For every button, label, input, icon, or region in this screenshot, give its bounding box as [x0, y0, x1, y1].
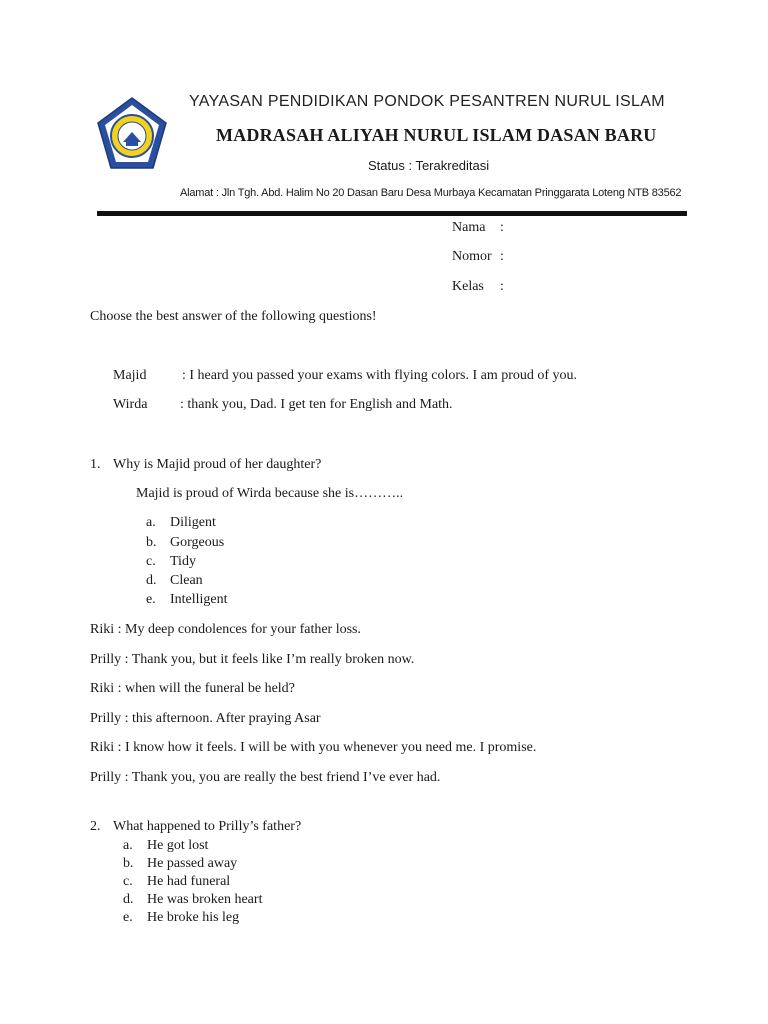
option-letter: e.: [146, 592, 156, 607]
instruction: Choose the best answer of the following questions!: [90, 309, 377, 324]
option-e[interactable]: [146, 592, 228, 608]
option-e[interactable]: [123, 910, 239, 926]
accreditation-status: Status : Terakreditasi: [368, 158, 490, 173]
field-separator: :: [500, 249, 504, 264]
question-number: 2.: [90, 819, 101, 834]
option-text: Diligent: [170, 515, 216, 530]
question-text: Why is Majid proud of her daughter?: [113, 457, 322, 472]
option-b[interactable]: [123, 856, 237, 872]
school-logo: [96, 96, 168, 172]
option-text: Clean: [170, 573, 203, 588]
option-letter: c.: [123, 874, 133, 889]
organization-name: YAYASAN PENDIDIKAN PONDOK PESANTREN NURUL ISLAM: [189, 93, 665, 110]
dialog-line: Riki : when will the funeral be held?: [90, 681, 295, 696]
dialog-line: Riki : I know how it feels. I will be with you whenever you need me. I promise.: [90, 740, 537, 755]
option-letter: a.: [123, 838, 133, 853]
option-letter: c.: [146, 554, 156, 569]
speaker-name: Majid: [113, 368, 147, 383]
option-d[interactable]: [123, 892, 262, 908]
option-c[interactable]: [123, 874, 230, 890]
field-separator: :: [500, 220, 504, 235]
question-2: [90, 819, 301, 835]
speaker-name: Wirda: [113, 397, 148, 412]
option-text: Gorgeous: [170, 535, 225, 550]
dialog-line: Prilly : Thank you, but it feels like I’m really broken now.: [90, 652, 415, 667]
option-c[interactable]: [146, 554, 196, 570]
dialog-line: Prilly : this afternoon. After praying Asar: [90, 711, 321, 726]
school-name: MADRASAH ALIYAH NURUL ISLAM DASAN BARU: [216, 125, 657, 145]
field-nomor: [452, 249, 504, 265]
header-divider: [97, 211, 687, 216]
field-separator: :: [500, 279, 504, 294]
option-text: He broke his leg: [147, 910, 240, 925]
option-text: He had funeral: [147, 874, 231, 889]
question-number: 1.: [90, 457, 101, 472]
question-text: What happened to Prilly’s father?: [113, 819, 302, 834]
option-letter: b.: [123, 856, 134, 871]
option-letter: d.: [146, 573, 157, 588]
dialog-text: : thank you, Dad. I get ten for English and Math.: [180, 397, 453, 412]
option-letter: b.: [146, 535, 157, 550]
school-address: Alamat : Jln Tgh. Abd. Halim No 20 Dasan Baru Desa Murbaya Kecamatan Pringgarata Loteng NTB 83562: [180, 187, 682, 199]
field-label: Nama: [452, 220, 486, 235]
field-kelas: [452, 279, 504, 295]
dialog-line: [113, 397, 453, 413]
option-text: Intelligent: [170, 592, 228, 607]
question-1: [90, 457, 321, 473]
field-nama: [452, 220, 504, 236]
option-text: He passed away: [147, 856, 238, 871]
option-text: He was broken heart: [147, 892, 263, 907]
option-a[interactable]: [146, 515, 216, 531]
question-stem: Majid is proud of Wirda because she is………..: [136, 486, 404, 501]
option-text: He got lost: [147, 838, 209, 853]
option-text: Tidy: [170, 554, 196, 569]
option-a[interactable]: [123, 838, 208, 854]
option-letter: e.: [123, 910, 133, 925]
dialog-line: Prilly : Thank you, you are really the best friend I’ve ever had.: [90, 770, 441, 785]
option-letter: d.: [123, 892, 134, 907]
dialog-line: Riki : My deep condolences for your father loss.: [90, 622, 361, 637]
dialog-text: : I heard you passed your exams with flying colors. I am proud of you.: [182, 368, 578, 383]
option-letter: a.: [146, 515, 156, 530]
dialog-line: [113, 368, 577, 384]
option-d[interactable]: [146, 573, 203, 589]
option-b[interactable]: [146, 535, 224, 551]
field-label: Nomor: [452, 249, 492, 264]
field-label: Kelas: [452, 279, 484, 294]
